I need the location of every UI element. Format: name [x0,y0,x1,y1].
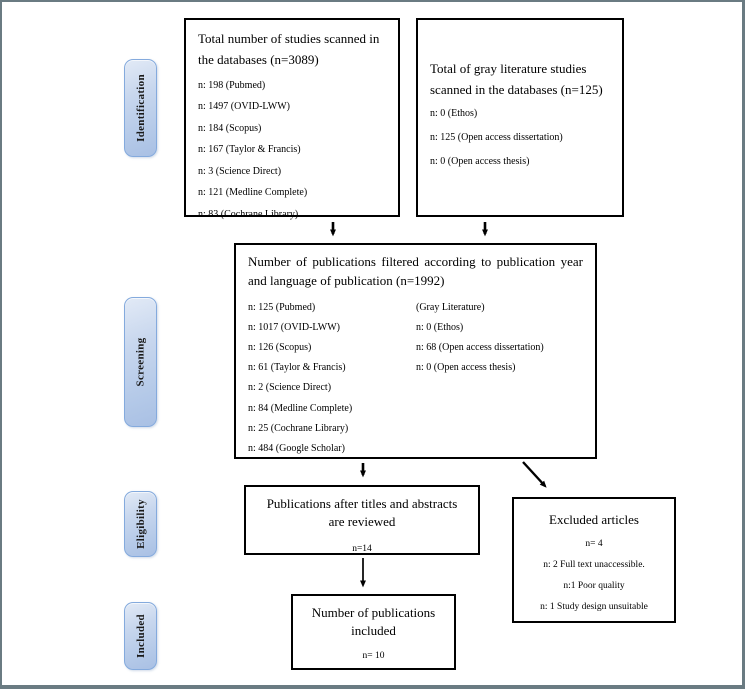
box-included-publications [291,594,456,670]
stage-screening [124,297,157,427]
list-item: n: 0 (Open access thesis) [430,155,530,167]
count-text: n=14 [352,544,372,555]
list-item: n: 0 (Ethos) [430,107,478,119]
list-item: n: 1 Study design unsuitable [540,602,648,613]
stage-screening-label: Screening [134,337,147,387]
stage-included-label: Included [134,614,147,658]
list-item: n: 0 (Open access thesis) [416,362,516,374]
list-item: n: 84 (Medline Complete) [248,402,353,414]
list-item: n: 125 (Pubmed) [248,301,316,313]
box-gray-literature [416,18,624,217]
list-item: n: 167 (Taylor & Francis) [198,144,301,156]
list-item: n: 1017 (OVID-LWW) [248,321,341,333]
list-item: n: 198 (Pubmed) [198,79,266,91]
box-title: Excluded articles [549,512,639,527]
stage-eligibility-label: Eligibility [134,499,147,549]
list-item: n: 1497 (OVID-LWW) [198,101,291,113]
list-item: n: 121 (Medline Complete) [198,187,308,199]
stage-identification-label: Identification [134,74,147,142]
list-item: n: 125 (Open access dissertation) [430,131,563,143]
box-title: Publications after titles and abstracts are reviewed [266,496,458,529]
list-item: n: 2 (Science Direct) [248,382,332,394]
filtered-gray-list [416,302,583,464]
list-item: n: 61 (Taylor & Francis) [248,362,346,374]
box-reviewed-publications [244,485,480,555]
stage-included [124,602,157,670]
list-item: n: 83 (Cochrane Library) [198,208,299,220]
box-title: Total number of studies scanned in the databases (n=3089) [198,31,380,68]
list-item: n: 184 (Scopus) [198,122,262,134]
list-item: n:1 Poor quality [563,581,625,592]
box-title: Number of publications filtered according to publication year and language of publication (n=1992) [248,254,583,288]
box-title: Total of gray literature studies scanned in the databases (n=125) [430,61,603,98]
list-item: (Gray Literature) [416,301,485,313]
count-text: n= 4 [585,539,603,550]
count-text: n= 10 [362,651,385,662]
list-item: n: 484 (Google Scholar) [248,443,345,454]
list-item: n: 2 Full text unaccessible. [543,560,645,571]
filtered-columns [248,302,583,464]
database-list [198,81,386,220]
gray-literature-list [430,109,610,167]
list-item: n: 68 (Open access dissertation) [416,342,544,354]
list-item: n: 25 (Cochrane Library) [248,422,349,434]
box-filtered-publications [234,243,597,459]
filtered-database-list [248,302,416,464]
stage-eligibility [124,491,157,557]
box-databases-scanned [184,18,400,220]
arrow-filtered-to-excluded [523,462,545,486]
box-excluded-articles [512,497,676,623]
stage-identification [124,59,157,157]
list-item: n: 126 (Scopus) [248,342,312,354]
box-title: Number of publications included [311,605,436,638]
list-item: n: 3 (Science Direct) [198,165,282,177]
list-item: n: 0 (Ethos) [416,321,464,333]
